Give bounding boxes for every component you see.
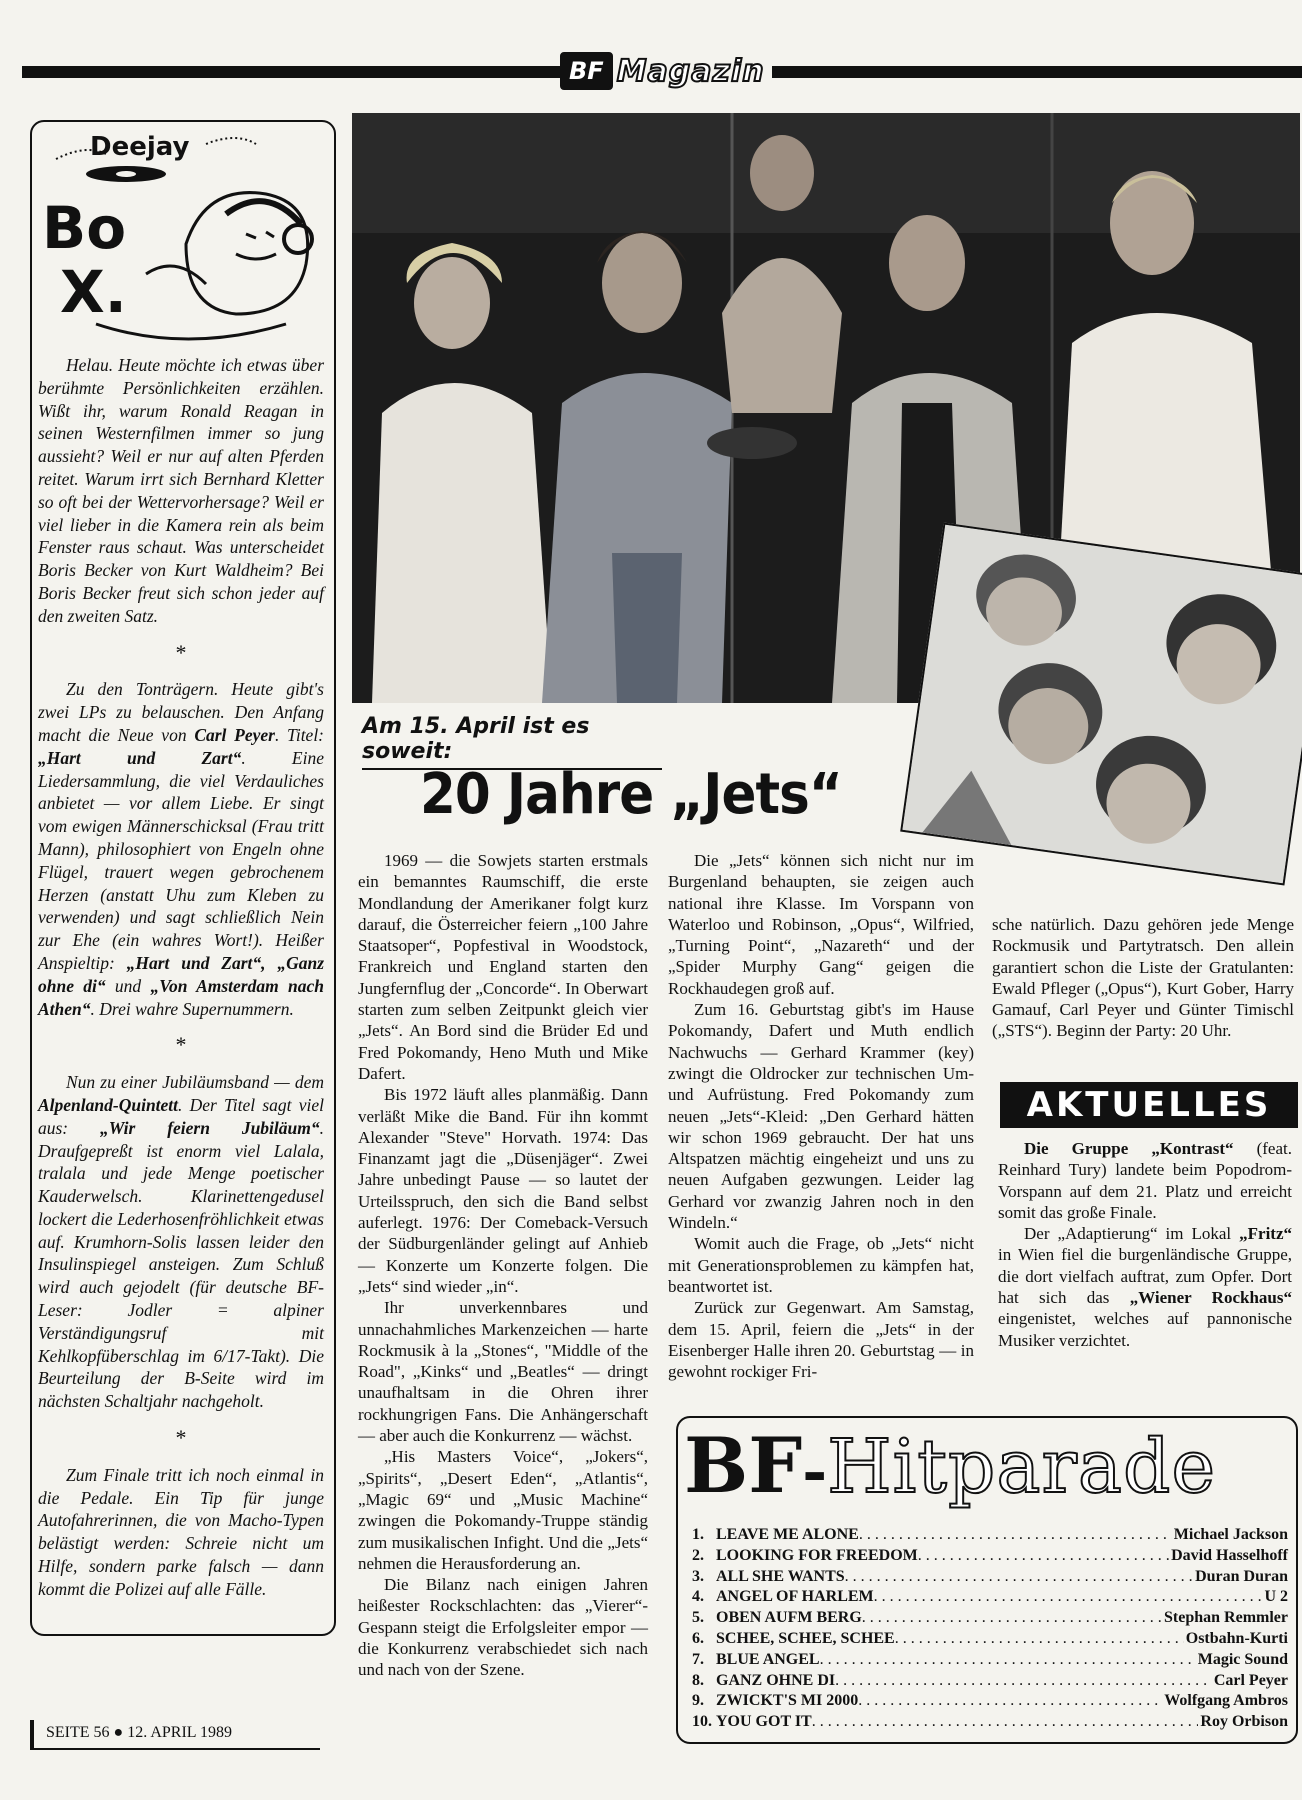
leader-dots [874, 1587, 1263, 1608]
rank: 4. [692, 1588, 704, 1606]
leader-dots [820, 1650, 1196, 1671]
text-run: in Wien fiel die burgenländische Gruppe, die dort vielfach auftrat, zum Opfer. Dort hat sich das [998, 1245, 1292, 1308]
rank: 2. [692, 1546, 704, 1564]
list-item [692, 1629, 1288, 1650]
section-asterisk: * [175, 1032, 187, 1058]
list-item [692, 1525, 1288, 1546]
text-run: . Titel: [274, 724, 325, 745]
bold-venue: „Wiener Rockhaus“ [1129, 1288, 1292, 1308]
article-paragraph: Womit auch die Frage, ob „Jets“ nicht mit Generationsproblemen zu kämpfen hat, beantwortet ist. [668, 1234, 974, 1296]
bold-band-name: Die Gruppe „Kontrast“ [1024, 1139, 1234, 1158]
page-number: SEITE 56 [46, 1724, 110, 1741]
inset-photo-old-band [900, 523, 1302, 886]
bold-venue: „Fritz“ [1239, 1224, 1292, 1244]
bold-title: „Hart und Zart“, „Ganz ohne di“ [38, 952, 325, 996]
footer-bullet: ● [113, 1724, 124, 1741]
text-run: Der „Adaptierung“ im Lokal [1024, 1224, 1240, 1244]
list-item [692, 1567, 1288, 1588]
text-run: eingenistet, welches auf pannonische Musiker verzichtet. [998, 1309, 1292, 1350]
deejay-box-logo [36, 124, 330, 346]
artist: Magic Sound [1197, 1650, 1288, 1668]
page-footer [30, 1720, 320, 1750]
song-title: LOOKING FOR FREEDOM [716, 1546, 918, 1564]
list-item [692, 1608, 1288, 1629]
artist: Stephan Remmler [1164, 1609, 1288, 1627]
bold-title: „Von Amsterdam nach Athen“ [38, 975, 324, 1019]
text-run: Nun zu einer Jubiläumsband — dem [66, 1072, 324, 1093]
song-title: OBEN AUFM BERG [716, 1609, 862, 1627]
song-title: ANGEL OF HARLEM [716, 1588, 874, 1606]
text-run: . Draufgepreßt ist enorm viel Lalala, tralala und jede Menge poetischer Kauderwelsch. Klarinettengedusel lockert die Lederhosenfröhlichkeit etwas auf. Krumhorn-Solis lassen leider den Insulinspiegel ansteigen. Zum Schluß wird auch gejodelt (für deutsche BF-Leser: Jodler = alpiner Verständigungsruf mit Kehlkopfüberschlag im 6/17-Takt). Die Beurteilung der B-Seite wird im nächsten Schaltjahr nachgeholt. [38, 1117, 324, 1412]
leader-dots [862, 1608, 1162, 1629]
rank: 3. [692, 1567, 704, 1585]
article-headline: 20 Jahre „Jets“ [420, 762, 842, 827]
article-paragraph: Bis 1972 läuft alles planmäßig. Dann verläßt Mike die Band. Für ihn kommt Alexander "Steve" Horvath. 1974: Das Finanzamt jagt die „Düsenjäger“. Zwei Jahre unbedingt Pause — so lautet der Urteilsspruch, den sich die Band selbst auferlegt. 1976: Der Comeback-Versuch der Südburgenländer gelingt auf Anhieb — Konzerte um Konzerte folgen. Die „Jets“ sind wieder „in“. [358, 1085, 648, 1296]
leader-dots [895, 1629, 1184, 1650]
rank: 9. [692, 1692, 704, 1710]
inset-photo-illustration [902, 525, 1302, 883]
rank: 1. [692, 1526, 704, 1543]
list-item [692, 1671, 1288, 1692]
aktuelles-paragraph-2 [998, 1223, 1292, 1351]
rank: 10. [692, 1713, 712, 1731]
artist: U 2 [1264, 1588, 1288, 1606]
text-run: . Eine Liedersammlung, die viel Verdauliches anbietet — vor allem Liebe. Er singt vom ewigen Männerschicksal (Frau tritt Mann), philosophiert von Engeln ohne Flügel, trauert wegen gebrochenem Herzen (anstatt Uhu zum Kleben zu verwenden) und sagt schließlich Nein zur Ehe (ein wahres Wort!). Heißer Anspieltip: [38, 747, 324, 973]
leader-dots [918, 1546, 1169, 1567]
song-title: SCHEE, SCHEE, SCHEE [716, 1629, 895, 1647]
song-title: GANZ OHNE DI [716, 1671, 836, 1689]
deejay-paragraph-1: Helau. Heute möchte ich etwas über berühmte Persönlichkeiten erzählen. Wißt ihr, warum Ronald Reagan in seinen Westernfilmen immer so jung aussieht? Weil er nur auf alten Pferden reitet. Warum irrt sich Bernhard Kletter so oft bei der Wettervorhersage? Weil er viel lieber in die Kamera rein als beim Fenster raus schaut. Was unterscheidet Boris Becker von Kurt Waldheim? Bei Boris Becker freut sich schon jeder auf den zweiten Satz. [38, 355, 324, 626]
hitparade-title-bf: BF [684, 1421, 803, 1510]
bf-logo: BF [560, 52, 613, 90]
magazin-logo-text: Magazin [616, 53, 765, 89]
list-item [692, 1691, 1288, 1712]
list-item [692, 1712, 1288, 1733]
text-run: (feat. Reinhard Tury) landete beim Popodrom-Vorspann auf dem 21. Platz und erreicht somit das große Finale. [998, 1139, 1292, 1222]
artist: Ostbahn-Kurti [1185, 1629, 1288, 1647]
text-run: Zu den Tonträgern. Heute gibt's zwei LPs zu belauschen. Den Anfang macht die Neue von [38, 679, 324, 745]
aktuelles-heading: AKTUELLES [1000, 1082, 1298, 1128]
song-title: ALL SHE WANTS [716, 1567, 845, 1585]
artist: Michael Jackson [1173, 1526, 1288, 1543]
bold-title: „Hart und Zart“ [38, 747, 242, 768]
article-paragraph: Die Bilanz nach einigen Jahren heißester Rockschlachten: das „Vierer“-Gespann steigt die Erfolgsleiter empor — die Konkurrenz verabschiedet sich nach und nach von der Szene. [358, 1575, 648, 1680]
aktuelles-text [998, 1138, 1292, 1351]
article-paragraph: „His Masters Voice“, „Jokers“, „Spirits“, „Desert Eden“, „Atlantis“, „Magic 69“ und „Music Machine“ zwingen die Pokomandy-Truppe ständig zum musikalischen Infight. Und die „Jets“ nehmen die Herausforderung an. [358, 1447, 648, 1573]
song-title: LEAVE ME ALONE [716, 1526, 859, 1543]
article-paragraph: Die „Jets“ können sich nicht nur im Burgenland behaupten, sie zeigen auch national ihre Klasse. Im Vorspann von Waterloo und Robinson, „Opus“, Wilfried, „Turning Point“, „Nazareth“ und der „Spider Murphy Gang“ geigen die Rockhaudegen groß auf. [668, 851, 974, 998]
artist: Duran Duran [1195, 1567, 1288, 1585]
section-asterisk: * [175, 1425, 187, 1451]
article-paragraph: 1969 — die Sowjets starten erstmals ein bemanntes Raumschiff, die erste Mondlandung der Amerikaner folgt kurz darauf, die Österreicher feiern „100 Jahre Staatsoper“, Popfestival in Woodstock, Frankreich und England starten den Jungfernflug der „Concorde“. In Oberwart starten zum selben Zeitpunkt gleich vier „Jets“. An Bord sind die Brüder Ed und Fred Pokomandy, Heno Muth und Mike Dafert. [358, 851, 648, 1083]
article-kicker: Am 15. April ist es soweit: [362, 714, 662, 770]
artist: Carl Peyer [1213, 1671, 1288, 1689]
song-title: BLUE ANGEL [716, 1650, 820, 1668]
hitparade-title [684, 1422, 1216, 1511]
rank: 7. [692, 1650, 704, 1668]
bold-artist: Carl Peyer [194, 724, 275, 745]
hitparade-list [692, 1525, 1288, 1733]
article-paragraph: sche natürlich. Dazu gehören jede Menge Rockmusik und Partytratsch. Den allein garantiert schon die Liste der Gratulanten: Ewald Pfleger („Opus“), Kurt Gober, Harry Gamauf, Carl Peyer und Günter Timischl („STS“). Beginn der Party: 20 Uhr. [992, 915, 1294, 1041]
leader-dots [859, 1525, 1172, 1546]
bold-title: „Wir feiern Jubiläum“ [100, 1117, 320, 1138]
song-title: ZWICKT'S MI 2000 [716, 1692, 859, 1710]
section-asterisk: * [175, 639, 187, 665]
article-column-1 [358, 850, 648, 1681]
aktuelles-paragraph-1 [998, 1138, 1292, 1223]
song-title: YOU GOT IT [716, 1713, 812, 1731]
deejay-column-text [38, 354, 324, 1601]
text-run: . Drei wahre Supernummern. [90, 998, 294, 1019]
deejay-paragraph-3 [38, 1071, 324, 1413]
magazine-logo [560, 52, 770, 90]
list-item [692, 1650, 1288, 1671]
text-run: . Der Titel sagt viel aus: [38, 1094, 324, 1138]
article-column-3 [992, 914, 1294, 1042]
deejay-paragraph-2 [38, 678, 324, 1020]
list-item [692, 1587, 1288, 1608]
list-item [692, 1546, 1288, 1567]
artist: Wolfgang Ambros [1164, 1692, 1288, 1710]
leader-dots [835, 1671, 1212, 1692]
box-logo-word-2: X. [60, 258, 127, 326]
article-paragraph: Zum 16. Geburtstag gibt's im Hause Pokomandy, Dafert und Muth endlich Nachwuchs — Gerhard Krammer (key) zwingt die Oldrocker zur technischen Um- und Aufrüstung. Fred Pokomandy zum neuen „Jets“-Kleid: „Den Gerhard hätten wir schon 1969 gebraucht. Der hat uns Altspatzen mächtig eingeheizt und uns zu neuen Aufgaben gezwungen. Leider lag Gerhard vor zwanzig Jahren noch in den Windeln.“ [668, 1000, 974, 1233]
rank: 8. [692, 1671, 704, 1689]
bold-artist: Alpenland-Quintett [38, 1094, 179, 1115]
deejay-logo-word: Deejay [90, 132, 190, 162]
leader-dots [812, 1712, 1199, 1733]
artist: David Hasselhoff [1171, 1546, 1288, 1564]
leader-dots [845, 1567, 1193, 1588]
article-paragraph: Zurück zur Gegenwart. Am Samstag, dem 15. April, feiern die „Jets“ in der Eisenberger Halle ihren 20. Geburtstag — in gewohnt rockiger Fri- [668, 1298, 974, 1382]
leader-dots [858, 1691, 1162, 1712]
deejay-paragraph-4: Zum Finale tritt ich noch einmal in die Pedale. Ein Tip für junge Autofahrerinnen, die von Macho-Typen belästigt werden: Schreie nicht um Hilfe, sondern parke falsch — dann kommt die Polizei auf alle Fälle. [38, 1464, 324, 1599]
article-column-2 [668, 850, 974, 1382]
issue-date: 12. APRIL 1989 [127, 1724, 232, 1741]
hitparade-title-word: Hitparade [827, 1424, 1217, 1510]
header-rule-left [22, 66, 560, 78]
hitparade-title-dash: - [802, 1437, 828, 1507]
rank: 6. [692, 1629, 704, 1647]
artist: Roy Orbison [1200, 1713, 1288, 1731]
text-run: und [105, 975, 151, 996]
box-logo-word-1: Bo [42, 194, 127, 262]
rank: 5. [692, 1609, 704, 1627]
header-rule-right [772, 66, 1302, 78]
article-paragraph: Ihr unverkennbares und unnachahmliches Markenzeichen — harte Rockmusik à la „Stones“, "Middle of the Road", „Kinks“ und „Beatles“ — dringt unaufhaltsam in die Ohren ihrer rockhungrigen Fans. Die Anhängerschaft — aber auch die Konkurrenz — wächst. [358, 1298, 648, 1446]
